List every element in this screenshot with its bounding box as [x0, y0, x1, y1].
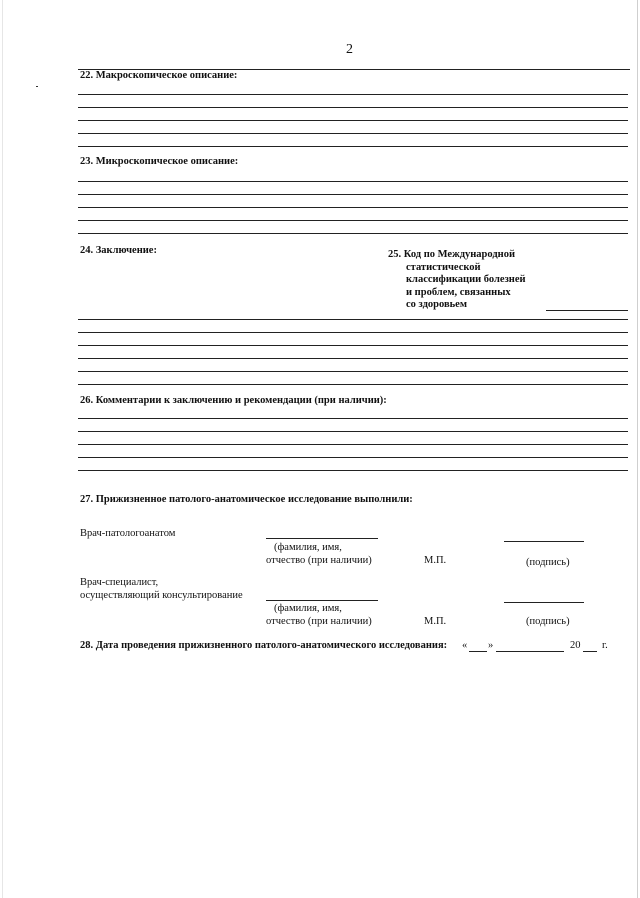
write-line[interactable]	[78, 94, 628, 95]
signer-role: осуществляющий консультирование	[80, 590, 243, 601]
write-line[interactable]	[78, 418, 628, 419]
write-line[interactable]	[78, 107, 628, 108]
date-year-field[interactable]	[583, 651, 597, 652]
write-line[interactable]	[78, 444, 628, 445]
name-caption: отчество (при наличии)	[266, 555, 372, 566]
write-line[interactable]	[78, 319, 628, 320]
write-line[interactable]	[78, 345, 628, 346]
signature-caption: (подпись)	[526, 557, 570, 568]
date-day-field[interactable]	[469, 651, 487, 652]
name-field[interactable]	[266, 538, 378, 539]
write-line[interactable]	[78, 120, 628, 121]
date-year-suffix: г.	[602, 640, 608, 651]
date-month-field[interactable]	[496, 651, 564, 652]
signature-field[interactable]	[504, 541, 584, 542]
section-25-block	[388, 249, 526, 312]
section-25-line: и проблем, связанных	[406, 286, 511, 298]
write-line[interactable]	[78, 457, 628, 458]
write-line[interactable]	[78, 371, 628, 372]
date-year-prefix: 20	[570, 640, 581, 651]
date-open-quote: «	[462, 640, 468, 651]
section-25-line: классификации болезней	[406, 274, 526, 286]
write-line[interactable]	[78, 146, 628, 147]
stamp-label: М.П.	[424, 555, 447, 566]
scan-edge-left	[2, 0, 3, 898]
name-field[interactable]	[266, 600, 378, 601]
scan-speck	[36, 86, 38, 87]
name-caption: (фамилия, имя,	[274, 603, 342, 614]
name-caption: (фамилия, имя,	[274, 542, 342, 553]
signature-field[interactable]	[504, 602, 584, 603]
write-line[interactable]	[78, 194, 628, 195]
write-line[interactable]	[78, 220, 628, 221]
write-line[interactable]	[78, 431, 628, 432]
section-22-title: 22. Макроскопическое описание:	[80, 70, 238, 81]
signer-role: Врач-патологоанатом	[80, 528, 176, 539]
section-26-title: 26. Комментарии к заключению и рекомендации (при наличии):	[80, 395, 387, 406]
name-caption: отчество (при наличии)	[266, 616, 372, 627]
section-27-title: 27. Прижизненное патолого-анатомическое исследование выполнили:	[80, 494, 413, 505]
write-line[interactable]	[78, 133, 628, 134]
section-28-title: 28. Дата проведения прижизненного патолого-анатомического исследования:	[80, 640, 448, 651]
date-close-quote: »	[488, 640, 494, 651]
section-25-line: 25. Код по Международной	[388, 249, 516, 260]
page-number: 2	[346, 42, 353, 57]
write-line[interactable]	[78, 470, 628, 471]
stamp-label: М.П.	[424, 616, 447, 627]
section-23-title: 23. Микроскопическое описание:	[80, 156, 239, 167]
icd-code-field[interactable]	[546, 310, 628, 311]
section-24-title: 24. Заключение:	[80, 245, 157, 256]
section-25-line: со здоровьем	[406, 299, 467, 311]
write-line[interactable]	[78, 181, 628, 182]
signature-caption: (подпись)	[526, 616, 570, 627]
write-line[interactable]	[78, 332, 628, 333]
write-line[interactable]	[78, 384, 628, 385]
section-25-line: статистической	[406, 261, 481, 273]
scan-edge-right	[637, 0, 638, 898]
write-line[interactable]	[78, 207, 628, 208]
signer-role: Врач-специалист,	[80, 577, 159, 588]
write-line[interactable]	[78, 233, 628, 234]
write-line[interactable]	[78, 358, 628, 359]
